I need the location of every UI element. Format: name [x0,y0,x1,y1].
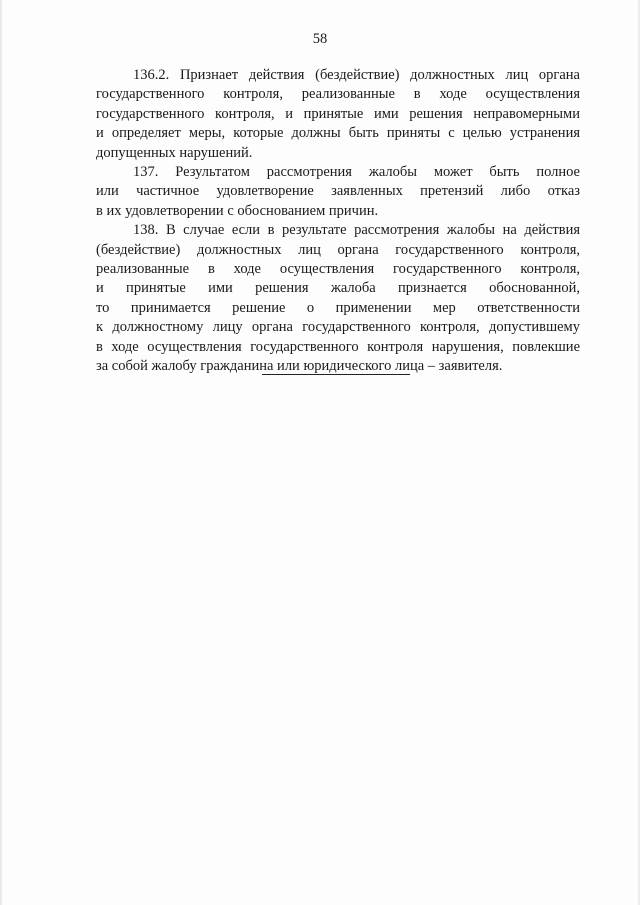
text-line: за собой жалобу гражданина или юридического лица – заявителя. [96,358,503,375]
page-edge-left [0,0,2,905]
paragraph-138 [96,221,580,376]
paragraph-137 [96,163,580,221]
text-line: в ходе осуществления государственного контроля нарушения, повлекшие [96,338,580,355]
text-line: в их удовлетворении с обоснованием причин. [96,202,379,219]
text-line: и определяет меры, которые должны быть приняты с целью устранения [96,125,580,142]
text-line: государственного контроля, реализованные в ходе осуществления [96,86,580,103]
text-line: то принимается решение о применении мер ответственности [96,299,580,316]
text-line: к должностному лицу органа государственного контроля, допустившему [96,319,580,336]
text-line: 136.2. Признает действия (бездействие) должностных лиц органа [133,67,580,83]
text-line: 137. Результатом рассмотрения жалобы может быть полное [133,164,580,181]
text-line: 138. В случае если в результате рассмотрения жалобы на действия [133,222,580,239]
text-line: допущенных нарушений. [96,144,253,161]
end-separator-line [262,374,410,375]
paragraph-136-2 [96,66,580,163]
document-body [96,66,580,377]
text-line: государственного контроля, и принятые ими решения неправомерными [96,105,580,122]
text-line: и принятые ими решения жалоба признается обоснованной, [96,280,580,297]
text-line: (бездействие) должностных лиц органа государственного контроля, [96,241,580,258]
text-line: или частичное удовлетворение заявленных претензий либо отказ [96,183,580,200]
text-line: реализованные в ходе осуществления государственного контроля, [96,261,580,278]
page-number: 58 [312,31,328,47]
